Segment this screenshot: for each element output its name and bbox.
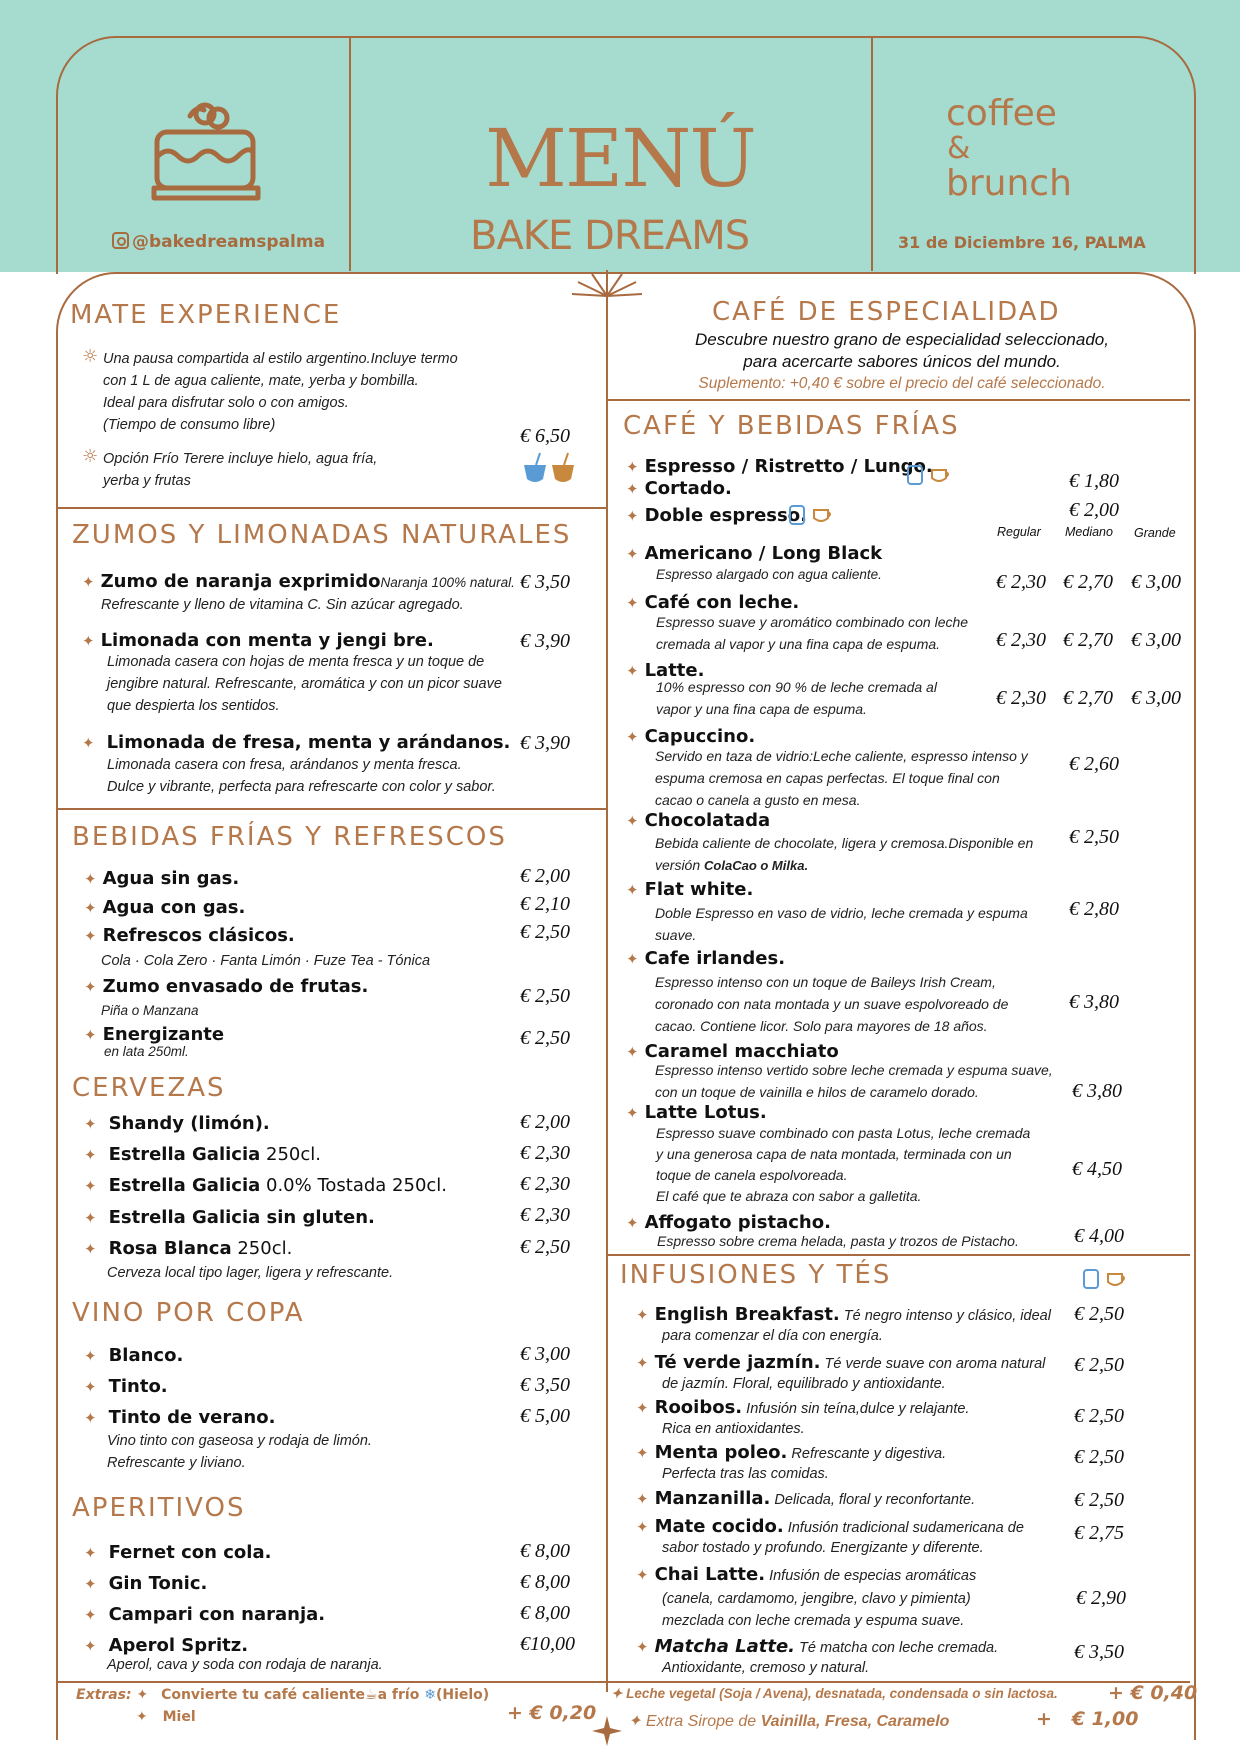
desc-line: Limonada casera con fresa, arándanos y menta fresca. (107, 757, 462, 773)
star-icon: ✦ (136, 1709, 148, 1725)
item-price: € 2,50 (1074, 1303, 1124, 1325)
cup-icons (906, 460, 956, 488)
item-name: Tinto de verano. (108, 1407, 276, 1428)
item-price: € 3,00 (520, 1343, 570, 1365)
cake-icon (150, 100, 265, 212)
star-icon: ✦ (611, 1686, 623, 1701)
item-extra: 250cl. (231, 1238, 293, 1259)
item-inline-desc: Té verde suave con aroma natural (820, 1356, 1046, 1372)
item-name: Latte. (644, 660, 705, 681)
aperitivos-title: APERITIVOS (72, 1493, 246, 1523)
brand-name: BAKE DREAMS (470, 213, 750, 259)
extras-line: Leche vegetal (Soja / Avena), desnatada, condensada o sin lactosa. (626, 1686, 1058, 1701)
item-desc (655, 832, 1033, 877)
item-name: Refrescos clásicos. (102, 925, 295, 946)
desc-line: Dulce y vibrante, perfecta para refrescarte con color y sabor. (107, 779, 496, 795)
item-desc (656, 676, 937, 720)
menu-item: ✦ Mate cocido. Infusión tradicional sudamericana de (636, 1516, 1024, 1537)
extras-bold: Vainilla, Fresa, Caramelo (760, 1713, 950, 1730)
mate-desc-line: Opción Frío Terere incluye hielo, agua fría, (103, 451, 378, 467)
extras-right-price-1: + € 0,40 (1108, 1682, 1198, 1704)
desc-line: 10% espresso con 90 % de leche cremada al (656, 679, 937, 695)
column-divider (606, 296, 608, 1692)
menu-item: ✦ Chocolatada (626, 810, 771, 831)
cup-icons (1082, 1264, 1132, 1292)
desc-line: mezclada con leche cremada y espuma suave. (662, 1613, 965, 1629)
item-price: € 3,80 (1072, 1080, 1122, 1102)
item-price: € 2,30 (520, 1173, 570, 1195)
item-name: Energizante (102, 1024, 225, 1045)
item-desc: Antioxidante, cremoso y natural. (662, 1660, 870, 1676)
item-price: € 2,50 (1074, 1489, 1124, 1511)
desc-line: Espresso suave combinado con pasta Lotus, leche cremada (656, 1125, 1031, 1141)
desc-bold: ColaCao o Milka. (704, 858, 809, 873)
mate-desc-line: Ideal para disfrutar solo o con amigos. (103, 395, 349, 411)
item-name: Rooibos. (654, 1397, 743, 1418)
menu-item: ✦ Flat white. (626, 879, 754, 900)
extras-line: (Hielo) (435, 1687, 490, 1703)
menu-item: ✦ Campari con naranja. (84, 1604, 326, 1625)
item-desc: Aperol, cava y soda con rodaja de naranja. (107, 1657, 383, 1673)
desc-line: cacao. Contiene licor. Solo para mayores de 18 años. (655, 1018, 988, 1034)
menu-item: ✦ Americano / Long Black (626, 543, 883, 564)
item-price-regular: € 2,30 (996, 687, 1046, 709)
item-price-mediano: € 2,70 (1063, 629, 1113, 651)
item-price: € 2,60 (1069, 753, 1119, 775)
desc-line: suave. (655, 927, 697, 943)
menu-item: ✦ Shandy (limón). (84, 1113, 270, 1134)
item-name: Agua con gas. (102, 897, 246, 918)
item-inline-desc: Refrescante y digestiva. (787, 1446, 947, 1462)
item-price: € 8,00 (520, 1602, 570, 1624)
divider-bottom-left (58, 1681, 606, 1683)
item-name: Americano / Long Black (644, 543, 883, 564)
item-price: € 2,50 (520, 1236, 570, 1258)
especialidad-desc (612, 329, 1192, 395)
mate-price: € 6,50 (520, 425, 570, 447)
item-price: € 3,80 (1069, 991, 1119, 1013)
item-price-grande: € 3,00 (1131, 629, 1181, 651)
menu-item: ✦ Cortado. (626, 478, 732, 499)
item-desc (107, 1430, 372, 1474)
item-extra: 0.0% Tostada 250cl. (260, 1175, 448, 1196)
item-price: € 2,50 (1069, 826, 1119, 848)
menu-item: ✦ Limonada de fresa, menta y arándanos. (82, 732, 511, 753)
desc-line: para acercarte sabores únicos del mundo. (743, 352, 1061, 371)
menu-item: ✦ Tinto. (84, 1376, 168, 1397)
address: 31 de Diciembre 16, PALMA (898, 233, 1146, 252)
item-price-regular: € 2,30 (996, 571, 1046, 593)
menu-item: ✦ Limonada con menta y jengi bre. (82, 630, 434, 651)
item-price: € 3,90 (520, 630, 570, 652)
item-inline-desc: Té negro intenso y clásico, ideal (839, 1308, 1051, 1324)
item-desc: Espresso alargado con agua caliente. (656, 567, 882, 582)
item-desc (655, 1059, 1053, 1103)
item-price: € 3,50 (520, 571, 570, 593)
desc-line: Refrescante y liviano. (107, 1455, 246, 1471)
menu-item: ✦ Menta poleo. Refrescante y digestiva. (636, 1442, 947, 1463)
item-price: € 8,00 (520, 1540, 570, 1562)
desc-line: coronado con nata montada y un suave espolvoreado de (655, 996, 1009, 1012)
menu-item: ✦ Matcha Latte. Té matcha con leche cremada. (636, 1636, 999, 1657)
desc-line: El café que te abraza con sabor a galletita. (656, 1188, 922, 1204)
menu-item: ✦ Rosa Blanca 250cl. (84, 1238, 293, 1259)
mate-desc-line: con 1 L de agua caliente, mate, yerba y bombilla. (103, 373, 419, 389)
item-price: € 2,00 (1069, 499, 1119, 521)
mate-desc-line: yerba y frutas (103, 473, 191, 489)
desc-line: Espresso suave y aromático combinado con leche (656, 614, 969, 630)
item-name: Zumo de naranja exprimido (100, 571, 381, 592)
item-name: Fernet con cola. (108, 1542, 272, 1563)
item-price: € 2,30 (520, 1204, 570, 1226)
extras-line: Convierte tu café caliente (161, 1687, 366, 1703)
menu-title: MENÚ (485, 112, 755, 205)
bottom-ornament (592, 1716, 622, 1746)
star-icon: ✦ (136, 1687, 149, 1703)
desc-line: toque de canela espolvoreada. (656, 1167, 848, 1183)
item-desc: Perfecta tras las comidas. (662, 1466, 829, 1482)
size-mediano: Mediano (1065, 525, 1113, 539)
item-name: Té verde jazmín. (654, 1352, 821, 1373)
desc-line: Espresso intenso con un toque de Baileys Irish Cream, (655, 974, 996, 990)
item-price: € 2,90 (1076, 1587, 1126, 1609)
item-inline-desc: Té matcha con leche cremada. (795, 1640, 999, 1656)
item-name: Flat white. (644, 879, 754, 900)
instagram-icon (112, 232, 129, 249)
menu-item: ✦ Agua sin gas. (84, 868, 240, 889)
supplement-line: Suplemento: +0,40 € sobre el precio del café seleccionado. (698, 375, 1106, 392)
desc-line: Servido en taza de vidrio:Leche caliente, espresso intenso y (655, 748, 1028, 764)
item-name: Café con leche. (644, 592, 800, 613)
item-name: Capuccino. (644, 726, 756, 747)
item-price: € 2,50 (1074, 1405, 1124, 1427)
sun-icon: ☼ (82, 346, 99, 367)
item-name: Gin Tonic. (108, 1573, 208, 1594)
divider-mate (58, 507, 606, 509)
item-price: € 2,30 (520, 1142, 570, 1164)
menu-item: ✦ Rooibos. Infusión sin teína,dulce y relajante. (636, 1397, 970, 1418)
bebidas-title: BEBIDAS FRÍAS Y REFRESCOS (72, 822, 507, 852)
item-price: € 2,50 (1074, 1354, 1124, 1376)
item-name: Doble espresso. (644, 505, 807, 526)
menu-item: ✦ English Breakfast. Té negro intenso y clásico, ideal (636, 1304, 1051, 1325)
item-price: € 1,80 (1069, 470, 1119, 492)
item-name: Chocolatada (644, 810, 771, 831)
item-desc: Refrescante y lleno de vitamina C. Sin azúcar agregado. (101, 597, 464, 613)
header-divider-right (871, 37, 873, 271)
item-desc: Rica en antioxidantes. (662, 1421, 805, 1437)
cervezas-title: CERVEZAS (72, 1073, 226, 1103)
header-divider-left (349, 37, 351, 271)
menu-item: ✦ Estrella Galicia 250cl. (84, 1144, 321, 1165)
item-name: Limonada con menta y jengi bre. (100, 630, 434, 651)
item-name: Mate cocido. (654, 1516, 784, 1537)
desc-line: que despierta los sentidos. (107, 698, 280, 714)
desc-line: vapor y una fina capa de espuma. (656, 701, 867, 717)
item-name: Estrella Galicia (108, 1175, 261, 1196)
item-name: Shandy (limón). (108, 1113, 270, 1134)
extras-label: Extras: (76, 1687, 132, 1703)
divider-zumos (58, 808, 606, 810)
instagram-handle[interactable] (112, 232, 325, 252)
menu-item: ✦ Aperol Spritz. (84, 1635, 249, 1656)
infusiones-title: INFUSIONES Y TÉS (620, 1260, 892, 1290)
divider-bottom-right (608, 1681, 1190, 1683)
menu-item: ✦ Cafe irlandes. (626, 948, 786, 969)
item-inline-desc: Infusión tradicional sudamericana de (783, 1520, 1024, 1536)
mate-desc-2 (103, 448, 503, 492)
menu-item: ✦ Estrella Galicia 0.0% Tostada 250cl. (84, 1175, 448, 1196)
item-inline-desc: Delicada, floral y reconfortante. (770, 1492, 976, 1508)
item-name: Agua sin gas. (102, 868, 240, 889)
item-price-regular: € 2,30 (996, 629, 1046, 651)
item-price: € 4,00 (1074, 1225, 1124, 1247)
item-name: Estrella Galicia (108, 1144, 261, 1165)
menu-item: ✦ Manzanilla. Delicada, floral y reconfortante. (636, 1488, 976, 1509)
desc-line: Descubre nuestro grano de especialidad seleccionado, (695, 330, 1109, 349)
extras-line: a frío (377, 1687, 420, 1703)
item-inline-desc: Infusión sin teína,dulce y relajante. (742, 1401, 970, 1417)
item-price: € 2,00 (520, 865, 570, 887)
vino-title: VINO POR COPA (72, 1298, 305, 1328)
item-name: Cafe irlandes. (644, 948, 786, 969)
item-name: Zumo envasado de frutas. (102, 976, 369, 997)
mate-desc-line: (Tiempo de consumo libre) (103, 417, 276, 433)
item-price: € 2,00 (520, 1111, 570, 1133)
especialidad-title: CAFÉ DE ESPECIALIDAD (712, 297, 1061, 327)
item-desc: en lata 250ml. (104, 1044, 189, 1059)
item-desc: Cola · Cola Zero · Fanta Limón · Fuze Tea - Tónica (101, 953, 431, 969)
item-name: Affogato pistacho. (644, 1212, 831, 1233)
extras-right-2 (628, 1711, 949, 1731)
item-name: Latte Lotus. (644, 1102, 767, 1123)
item-price: € 2,75 (1074, 1522, 1124, 1544)
menu-item: ✦ Té verde jazmín. Té verde suave con aroma natural (636, 1352, 1046, 1373)
item-price: € 2,50 (520, 985, 570, 1007)
item-desc (107, 651, 502, 717)
item-desc (655, 971, 1008, 1037)
menu-item: ✦ Zumo envasado de frutas. (84, 976, 369, 997)
item-name: Blanco. (108, 1345, 184, 1366)
menu-item: ✦ Blanco. (84, 1345, 184, 1366)
tagline-brunch: brunch (946, 163, 1072, 204)
item-name: English Breakfast. (654, 1304, 840, 1325)
mate-title: MATE EXPERIENCE (70, 300, 342, 330)
item-name: Cortado. (644, 478, 732, 499)
menu-item: ✦ Tinto de verano. (84, 1407, 276, 1428)
mate-desc-line: Una pausa compartida al estilo argentino.Incluye termo (103, 351, 458, 367)
item-extra: 250cl. (260, 1144, 321, 1165)
item-desc: sabor tostado y profundo. Energizante y diferente. (662, 1540, 984, 1556)
item-inline-desc: Infusión de especias aromáticas (765, 1568, 977, 1584)
item-name: Aperol Spritz. (108, 1635, 249, 1656)
divider-especialidad (608, 399, 1190, 401)
item-name: Menta poleo. (654, 1442, 788, 1463)
item-name: Espresso / Ristretto / Lungo. (644, 456, 933, 477)
item-name: Rosa Blanca (108, 1238, 232, 1259)
mate-desc-1 (103, 348, 543, 436)
extras-line: Miel (162, 1709, 196, 1725)
extras-right-1 (611, 1686, 1058, 1702)
desc-line: (canela, cardamomo, jengibre, clavo y pimienta) (662, 1591, 971, 1607)
menu-item: ✦ Affogato pistacho. (626, 1212, 831, 1233)
menu-item: ✦ Zumo de naranja exprimidoNaranja 100% natural. (82, 571, 515, 592)
menu-item: ✦ Latte. (626, 660, 705, 681)
cafe-title: CAFÉ Y BEBIDAS FRÍAS (623, 411, 960, 441)
item-price-grande: € 3,00 (1131, 687, 1181, 709)
item-price: € 2,50 (1074, 1446, 1124, 1468)
item-desc (107, 754, 496, 798)
item-price-grande: € 3,00 (1131, 571, 1181, 593)
tagline-coffee: coffee (946, 93, 1057, 134)
desc-line: versión (655, 857, 705, 873)
divider-infusiones (608, 1254, 1190, 1256)
item-price: €10,00 (520, 1633, 575, 1655)
menu-item: ✦ Refrescos clásicos. (84, 925, 295, 946)
hot-cup-icon: ☕ (365, 1687, 378, 1703)
desc-line: Espresso intenso vertido sobre leche cremada y espuma suave, (655, 1062, 1053, 1078)
menu-item: ✦ Doble espresso. (626, 505, 807, 526)
item-name: Matcha Latte. (654, 1636, 796, 1657)
item-desc (655, 745, 1028, 811)
zumos-title: ZUMOS Y LIMONADAS NATURALES (72, 520, 572, 550)
item-name: Limonada de fresa, menta y arándanos. (106, 732, 511, 753)
menu-item: ✦ Agua con gas. (84, 897, 246, 918)
item-price: € 2,10 (520, 893, 570, 915)
item-desc (656, 611, 968, 655)
menu-item: ✦ Chai Latte. Infusión de especias aromáticas (636, 1564, 977, 1585)
sunburst-ornament (570, 268, 644, 298)
item-desc: para comenzar el día con energía. (662, 1328, 883, 1344)
item-price: € 2,80 (1069, 898, 1119, 920)
desc-line: cacao o canela a gusto en mesa. (655, 792, 861, 808)
item-desc: Espresso sobre crema helada, pasta y trozos de Pistacho. (657, 1233, 1019, 1249)
item-name: Campari con naranja. (108, 1604, 326, 1625)
desc-line: Doble Espresso en vaso de vidrio, leche cremada y espuma (655, 905, 1028, 921)
instagram-text: @bakedreamspalma (132, 232, 326, 252)
desc-line: con un toque de vainilla e hilos de caramelo dorado. (655, 1084, 979, 1100)
mate-cup-icons (520, 451, 578, 487)
item-price: € 8,00 (520, 1571, 570, 1593)
item-price: € 2,50 (520, 1027, 570, 1049)
item-name: Manzanilla. (654, 1488, 771, 1509)
item-price: € 5,00 (520, 1405, 570, 1427)
iced-cup-icon: ❄ (424, 1687, 436, 1703)
item-inline-desc: Naranja 100% natural. (380, 575, 515, 590)
item-desc (656, 1123, 1030, 1207)
extras-left (76, 1687, 489, 1703)
menu-item: ✦ Estrella Galicia sin gluten. (84, 1207, 375, 1228)
item-name: Caramel macchiato (644, 1041, 839, 1062)
tagline-amp: & (947, 131, 971, 166)
menu-item: ✦ Fernet con cola. (84, 1542, 272, 1563)
desc-line: Bebida caliente de chocolate, ligera y cremosa.Disponible en (655, 835, 1034, 851)
cup-icons (788, 500, 838, 528)
item-desc: de jazmín. Floral, equilibrado y antioxidante. (662, 1376, 946, 1392)
sun-icon: ☼ (82, 446, 99, 467)
item-price-mediano: € 2,70 (1063, 571, 1113, 593)
item-price: € 3,50 (520, 1374, 570, 1396)
menu-item: ✦ Capuccino. (626, 726, 756, 747)
item-price: € 4,50 (1072, 1158, 1122, 1180)
menu-item: ✦ Café con leche. (626, 592, 800, 613)
item-desc (662, 1588, 971, 1632)
desc-line: jengibre natural. Refrescante, aromática y con un picor suave (107, 676, 502, 692)
item-name: Chai Latte. (654, 1564, 766, 1585)
extras-left-price: + € 0,20 (507, 1702, 597, 1724)
desc-line: Limonada casera con hojas de menta fresca y un toque de (107, 654, 485, 670)
star-icon: ✦ (628, 1713, 642, 1730)
menu-item: ✦ Gin Tonic. (84, 1573, 208, 1594)
menu-item: ✦ Espresso / Ristretto / Lungo. (626, 456, 933, 477)
extras-right-price-2: + € 1,00 (1036, 1708, 1139, 1730)
desc-line: cremada al vapor y una fina capa de espuma. (656, 636, 941, 652)
menu-item: ✦ Energizante (84, 1024, 225, 1045)
item-desc (655, 902, 1028, 946)
desc-line: Vino tinto con gaseosa y rodaja de limón. (107, 1433, 372, 1449)
extras-line: Extra Sirope de (645, 1713, 761, 1730)
menu-item: ✦ Latte Lotus. (626, 1102, 767, 1123)
item-desc: Piña o Manzana (101, 1003, 199, 1018)
extras-left-2 (136, 1709, 196, 1725)
size-grande: Grande (1134, 526, 1176, 540)
item-name: Tinto. (108, 1376, 168, 1397)
item-name: Estrella Galicia sin gluten. (108, 1207, 375, 1228)
desc-line: y una generosa capa de nata montada, terminada con un (656, 1146, 1012, 1162)
item-desc: Cerveza local tipo lager, ligera y refrescante. (107, 1265, 394, 1281)
item-price: € 3,90 (520, 732, 570, 754)
desc-line: espuma cremosa en capas perfectas. El toque final con (655, 770, 1000, 786)
size-regular: Regular (997, 525, 1041, 539)
menu-item: ✦ Caramel macchiato (626, 1041, 839, 1062)
item-price: € 3,50 (1074, 1641, 1124, 1663)
item-price-mediano: € 2,70 (1063, 687, 1113, 709)
item-price: € 2,50 (520, 921, 570, 943)
